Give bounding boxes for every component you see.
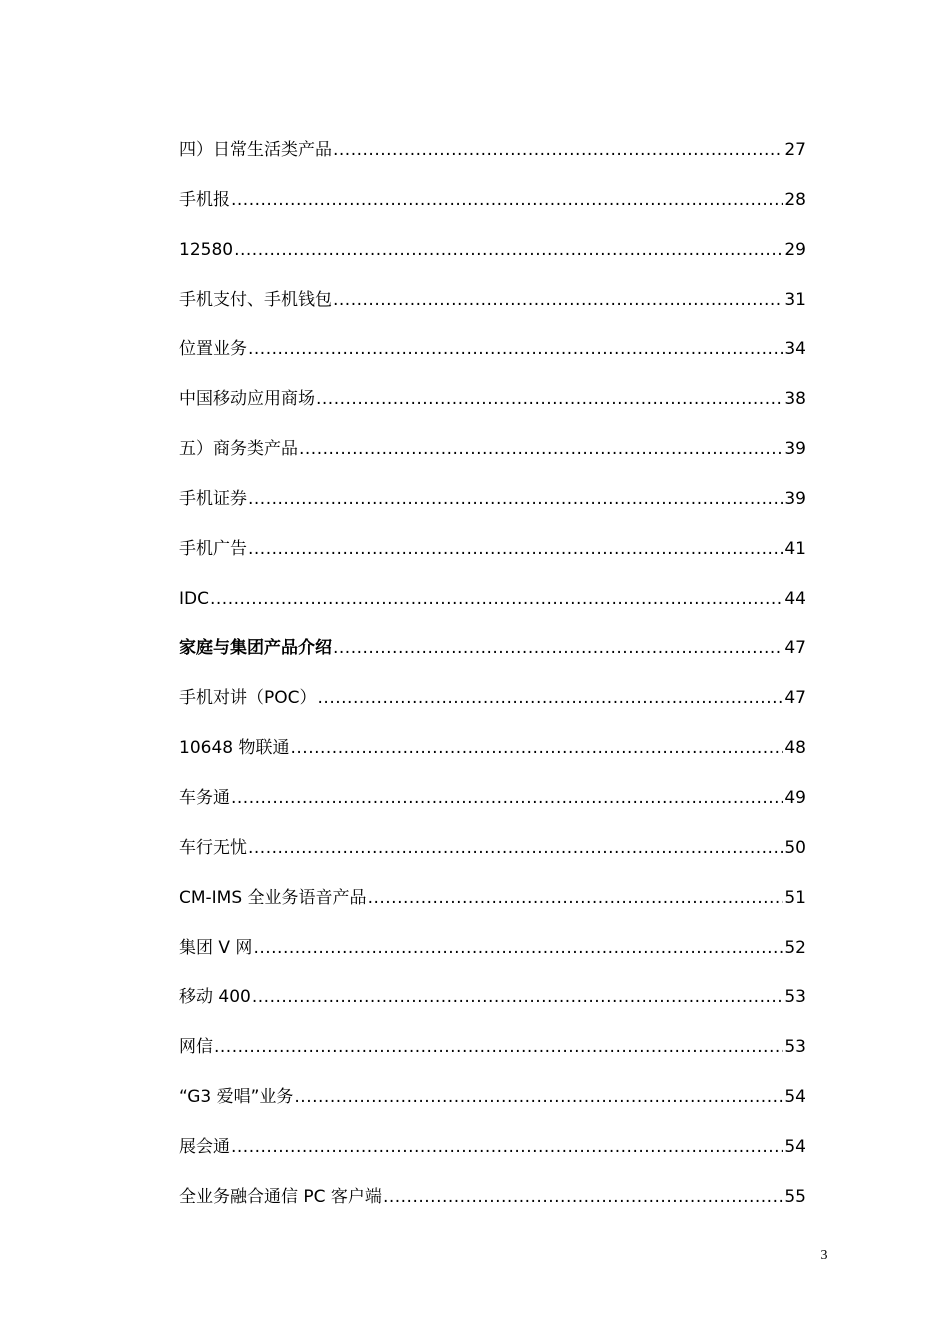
toc-entry-title: 中国移动应用商场 bbox=[179, 389, 315, 410]
toc-entry-title: 移动 400 bbox=[179, 987, 251, 1008]
toc-dot-leader bbox=[248, 536, 783, 562]
toc-dot-leader bbox=[290, 735, 783, 761]
toc-entry-page-number: 53 bbox=[784, 987, 806, 1008]
toc-entry-page-number: 44 bbox=[784, 588, 806, 609]
toc-entry[interactable] bbox=[179, 885, 806, 935]
toc-dot-leader bbox=[234, 237, 783, 263]
toc-entry-page-number: 34 bbox=[784, 339, 806, 360]
toc-entry-page-number: 41 bbox=[784, 538, 806, 559]
toc-entry-title: 展会通 bbox=[179, 1136, 230, 1157]
toc-dot-leader bbox=[299, 436, 783, 462]
toc-entry-title: 位置业务 bbox=[179, 339, 247, 360]
toc-entry-page-number: 50 bbox=[784, 837, 806, 858]
toc-dot-leader bbox=[253, 935, 783, 961]
toc-entry[interactable] bbox=[179, 436, 806, 486]
toc-entry[interactable] bbox=[179, 635, 806, 685]
toc-entry-page-number: 52 bbox=[784, 937, 806, 958]
toc-entry[interactable] bbox=[179, 735, 806, 785]
toc-entry[interactable] bbox=[179, 486, 806, 536]
toc-dot-leader bbox=[231, 1134, 783, 1160]
toc-entry[interactable] bbox=[179, 1084, 806, 1134]
toc-dot-leader bbox=[316, 386, 783, 412]
toc-entry-title: 五）商务类产品 bbox=[179, 439, 298, 460]
toc-entry-page-number: 39 bbox=[784, 488, 806, 509]
toc-dot-leader bbox=[333, 287, 783, 313]
toc-entry-page-number: 51 bbox=[784, 887, 806, 908]
toc-entry-page-number: 31 bbox=[784, 289, 806, 310]
table-of-contents bbox=[179, 137, 806, 1234]
page-number: 3 bbox=[820, 1248, 828, 1263]
toc-entry[interactable] bbox=[179, 237, 806, 287]
toc-entry-title: 10648 物联通 bbox=[179, 738, 290, 759]
toc-entry-page-number: 38 bbox=[784, 389, 806, 410]
toc-entry-title: 全业务融合通信 PC 客户端 bbox=[179, 1186, 382, 1207]
toc-entry[interactable] bbox=[179, 187, 806, 237]
toc-dot-leader bbox=[214, 1034, 783, 1060]
toc-entry-title: 手机对讲（POC） bbox=[179, 688, 317, 709]
toc-dot-leader bbox=[368, 885, 784, 911]
toc-entry[interactable] bbox=[179, 586, 806, 636]
toc-dot-leader bbox=[383, 1184, 783, 1210]
toc-dot-leader bbox=[252, 984, 784, 1010]
toc-entry-page-number: 53 bbox=[784, 1037, 806, 1058]
toc-dot-leader bbox=[231, 785, 783, 811]
toc-entry-title: 四）日常生活类产品 bbox=[179, 140, 332, 160]
toc-entry-title: 集团 V 网 bbox=[179, 937, 253, 958]
toc-entry[interactable] bbox=[179, 137, 806, 187]
toc-entry[interactable] bbox=[179, 935, 806, 985]
toc-entry[interactable] bbox=[179, 1034, 806, 1084]
toc-entry-title: IDC bbox=[179, 588, 209, 609]
toc-entry[interactable] bbox=[179, 1184, 806, 1234]
toc-entry[interactable] bbox=[179, 1134, 806, 1184]
toc-entry-title: 家庭与集团产品介绍 bbox=[179, 638, 332, 659]
toc-entry-title: 手机广告 bbox=[179, 538, 247, 559]
toc-entry-title: 车行无忧 bbox=[179, 837, 247, 858]
toc-entry-page-number: 28 bbox=[784, 189, 806, 210]
toc-entry[interactable] bbox=[179, 835, 806, 885]
toc-dot-leader bbox=[231, 187, 783, 213]
toc-entry-title: 网信 bbox=[179, 1037, 213, 1058]
toc-dot-leader bbox=[318, 685, 784, 711]
toc-entry[interactable] bbox=[179, 536, 806, 586]
toc-entry-title: 手机支付、手机钱包 bbox=[179, 289, 332, 310]
toc-entry[interactable] bbox=[179, 336, 806, 386]
toc-entry-page-number: 54 bbox=[784, 1087, 806, 1108]
toc-entry[interactable] bbox=[179, 984, 806, 1034]
toc-entry-title: 手机证券 bbox=[179, 488, 247, 509]
toc-entry[interactable] bbox=[179, 785, 806, 835]
toc-dot-leader bbox=[333, 635, 783, 661]
toc-entry-title: 12580 bbox=[179, 239, 234, 260]
toc-entry-page-number: 47 bbox=[784, 638, 806, 659]
toc-entry-page-number: 39 bbox=[784, 439, 806, 460]
toc-entry-page-number: 54 bbox=[784, 1136, 806, 1157]
toc-entry-page-number: 48 bbox=[784, 738, 806, 759]
toc-dot-leader bbox=[248, 486, 783, 512]
toc-dot-leader bbox=[248, 336, 783, 362]
toc-entry-page-number: 55 bbox=[784, 1186, 806, 1207]
toc-entry-title: 手机报 bbox=[179, 189, 230, 210]
toc-entry-page-number: 27 bbox=[784, 140, 806, 160]
toc-dot-leader bbox=[294, 1084, 783, 1110]
toc-entry-title: CM-IMS 全业务语音产品 bbox=[179, 887, 367, 908]
toc-entry-title: 车务通 bbox=[179, 787, 230, 808]
toc-entry[interactable] bbox=[179, 386, 806, 436]
toc-entry[interactable] bbox=[179, 287, 806, 337]
toc-entry-title: “G3 爱唱”业务 bbox=[179, 1087, 294, 1108]
toc-dot-leader bbox=[248, 835, 783, 861]
toc-entry[interactable] bbox=[179, 685, 806, 735]
toc-entry-page-number: 29 bbox=[784, 239, 806, 260]
toc-entry-page-number: 49 bbox=[784, 787, 806, 808]
toc-dot-leader bbox=[333, 137, 783, 163]
toc-dot-leader bbox=[210, 586, 783, 612]
toc-entry-page-number: 47 bbox=[784, 688, 806, 709]
